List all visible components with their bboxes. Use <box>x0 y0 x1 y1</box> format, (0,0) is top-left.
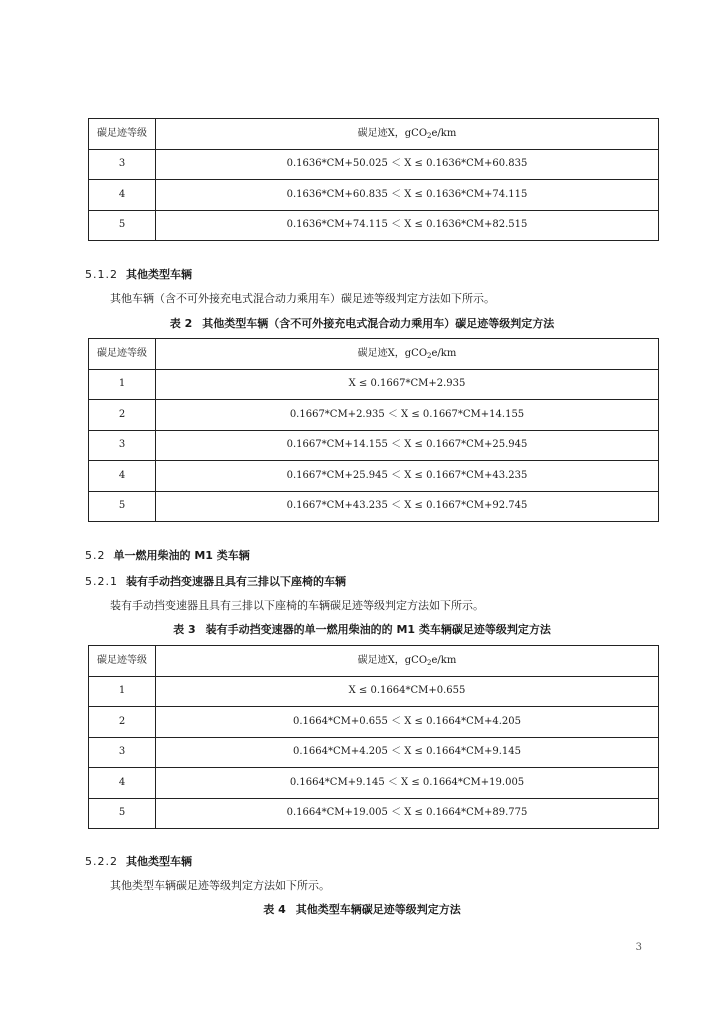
section-text-5-1-2: 其他车辆（含不可外接充电式混合动力乘用车）碳足迹等级判定方法如下所示。 <box>110 292 495 305</box>
section-heading-5-2-2: 5.2.2 其他类型车辆 <box>85 855 192 868</box>
header-grade: 碳足迹等级 <box>89 119 156 150</box>
header-value: 碳足迹X，gCO$_2$e/km <box>156 646 659 677</box>
grade-cell: 4 <box>89 768 156 799</box>
grade-cell: 3 <box>89 430 156 461</box>
table-row <box>89 400 659 431</box>
table-row <box>89 768 659 799</box>
table-header-row <box>89 646 659 677</box>
grade-cell: 4 <box>89 180 156 211</box>
section-heading-5-2: 5.2 单一燃用柴油的 M1 类车辆 <box>85 549 250 562</box>
section-heading-5-2-1: 5.2.1 装有手动挡变速器且具有三排以下座椅的车辆 <box>85 575 346 588</box>
range-cell: 0.1667*CM+25.945 ＜ X ≤ 0.1667*CM+43.235 <box>156 461 659 492</box>
grade-cell: 1 <box>89 676 156 707</box>
table-row <box>89 676 659 707</box>
grade-cell: 3 <box>89 737 156 768</box>
table-4-caption: 表 4 其他类型车辆碳足迹等级判定方法 <box>263 903 461 916</box>
range-cell: 0.1636*CM+50.025 ＜ X ≤ 0.1636*CM+60.835 <box>156 149 659 180</box>
section-text-5-2-2: 其他类型车辆碳足迹等级判定方法如下所示。 <box>110 879 330 892</box>
grade-cell: 2 <box>89 707 156 738</box>
header-grade: 碳足迹等级 <box>89 646 156 677</box>
header-grade: 碳足迹等级 <box>89 339 156 370</box>
table-row <box>89 737 659 768</box>
section-text-5-2-1: 装有手动挡变速器且具有三排以下座椅的车辆碳足迹等级判定方法如下所示。 <box>110 599 484 612</box>
range-cell: 0.1664*CM+19.005 ＜ X ≤ 0.1664*CM+89.775 <box>156 798 659 829</box>
section-heading-5-1-2: 5.1.2 其他类型车辆 <box>85 268 192 281</box>
range-cell: 0.1664*CM+0.655 ＜ X ≤ 0.1664*CM+4.205 <box>156 707 659 738</box>
range-cell: X ≤ 0.1664*CM+0.655 <box>156 676 659 707</box>
table-2 <box>88 338 659 522</box>
grade-cell: 4 <box>89 461 156 492</box>
table-3 <box>88 645 659 829</box>
table-row <box>89 491 659 522</box>
table-row <box>89 430 659 461</box>
header-value: 碳足迹X，gCO$_2$e/km <box>156 119 659 150</box>
table-header-row <box>89 339 659 370</box>
grade-cell: 5 <box>89 798 156 829</box>
grade-cell: 5 <box>89 210 156 241</box>
grade-cell: 3 <box>89 149 156 180</box>
range-cell: 0.1667*CM+14.155 ＜ X ≤ 0.1667*CM+25.945 <box>156 430 659 461</box>
range-cell: 0.1664*CM+4.205 ＜ X ≤ 0.1664*CM+9.145 <box>156 737 659 768</box>
table-row <box>89 149 659 180</box>
table-header-row <box>89 119 659 150</box>
grade-cell: 2 <box>89 400 156 431</box>
range-cell: 0.1667*CM+2.935 ＜ X ≤ 0.1667*CM+14.155 <box>156 400 659 431</box>
table-1-continued <box>88 118 659 241</box>
table-3-caption: 表 3 装有手动挡变速器的单一燃用柴油的的 M1 类车辆碳足迹等级判定方法 <box>173 623 551 636</box>
table-row <box>89 210 659 241</box>
range-cell: X ≤ 0.1667*CM+2.935 <box>156 369 659 400</box>
grade-cell: 5 <box>89 491 156 522</box>
header-value: 碳足迹X，gCO$_2$e/km <box>156 339 659 370</box>
table-row <box>89 461 659 492</box>
range-cell: 0.1636*CM+60.835 ＜ X ≤ 0.1636*CM+74.115 <box>156 180 659 211</box>
range-cell: 0.1636*CM+74.115 ＜ X ≤ 0.1636*CM+82.515 <box>156 210 659 241</box>
range-cell: 0.1667*CM+43.235 ＜ X ≤ 0.1667*CM+92.745 <box>156 491 659 522</box>
table-2-caption: 表 2 其他类型车辆（含不可外接充电式混合动力乘用车）碳足迹等级判定方法 <box>169 317 555 330</box>
table-row <box>89 707 659 738</box>
table-row <box>89 369 659 400</box>
table-row <box>89 180 659 211</box>
table-row <box>89 798 659 829</box>
page-number: 3 <box>635 942 642 953</box>
grade-cell: 1 <box>89 369 156 400</box>
range-cell: 0.1664*CM+9.145 ＜ X ≤ 0.1664*CM+19.005 <box>156 768 659 799</box>
